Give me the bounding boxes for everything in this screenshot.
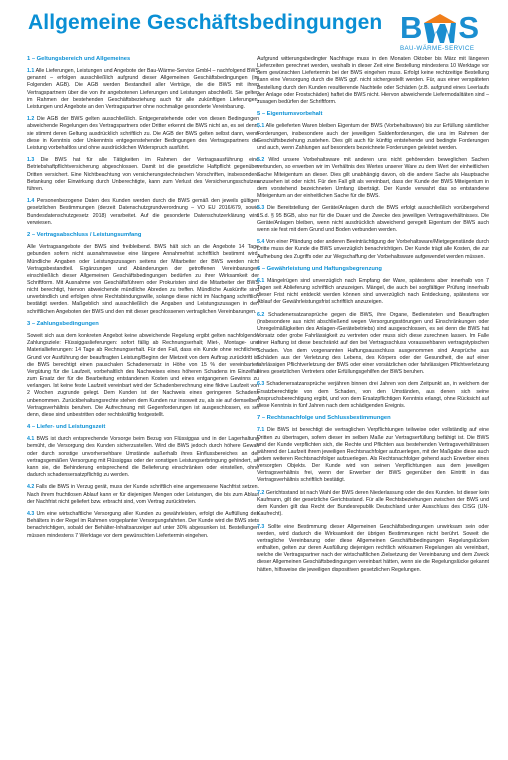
clause-7-1 — [257, 427, 489, 484]
clause-number: 4.2 — [27, 484, 35, 491]
clause-text: Die AGB der BWS gelten ausschließlich. Entgegenstehende oder von diesen Bedingungen abweichende Regelungen des Vertragspartners oder Dritter erkennt die BWS nicht an, es sei denn, sie stimmt deren Geltung ausdrücklich schriftlich zu. Die AGB der BWS gelten selbst dann, wenn diese in Kenntnis oder Unkenntnis entgegenstehender Bedingungen des Vertragspartners die Leistung vorbehaltlos und ohne ausdrücklichen Widerspruch ausführt. — [27, 116, 259, 151]
clause-number: 7.3 — [257, 523, 265, 530]
page-title: Allgemeine Geschäftsbedingungen — [28, 11, 383, 34]
clause-number: 5.4 — [257, 239, 265, 246]
clause-number: 4.3 — [27, 511, 35, 518]
clause-7-3 — [257, 524, 489, 574]
clause-5-4 — [257, 239, 489, 260]
clause-6-1 — [257, 278, 489, 307]
clause-number: 7.2 — [257, 489, 265, 496]
clause-text: Die BWS ist berechtigt die vertraglichen Verpflichtungen teilweise oder vollständig auf eine Dritten zu übertragen, sofern dieser im selben Maße zur Vertragserfüllung befähigt ist. Die BWS und der Kunde verpflichten sich, die Rechte und Pflichten aus bestehenden Vertragsverhältnissen während der Laufzeit ihrem jeweiligen Rechtsnachfolger aufzuerlegen, mit der Maßgabe diese auch jedem weiteren Rechtsnachfolger aufzuerlegen. Als Rechtsnachfolger gehend auch Erwerber eines versorgten Objekts. Der Kunde wird von seinen Verpflichtungen aus dem jeweiligen Vertragsverhältnis frei, wenn der Erwerber der BWS gegenüber den Eintritt in das Vertragsverhältnis schriftlich bestätigt. — [257, 427, 489, 484]
logo-letter-b: B — [400, 10, 423, 45]
clause-number: 6.1 — [257, 278, 265, 284]
clause-text: Alle gelieferten Waren bleiben Eigentum der BWS (Vorbehaltsware) bis zur Erfüllung sämtlicher Forderungen, insbesondere auch der jeweiligen Saldenforderungen, die uns im Rahmen der Geschäftsbeziehung zustehen. Dies gilt auch für künftig entstehende und bedingte Forderungen und auch, wenn Zahlungen auf besonders bezeichnete Forderungen geleistet werden. — [257, 123, 490, 151]
clause-number: 6.3 — [257, 381, 265, 388]
clause-number: 5.1 — [257, 123, 265, 130]
left-column — [27, 56, 259, 545]
section-heading-3: 3 – Zahlungsbedingungen — [27, 320, 99, 327]
clause-1-2 — [27, 116, 259, 152]
clause-6-2 — [257, 312, 489, 376]
section-heading-7: 7 – Rechtsnachfolge und Schlussbestimmungen — [257, 415, 391, 422]
clause-text: Von einer Pfändung oder anderen Beeinträchtigung der Vorbehaltsware/Mietgegenstände durch Dritte muss der Kunde die BWS unverzüglich benachrichtigen. Der Kunde trägt alle Kosten, die zur Aufhebung des Zugriffs oder zur Wegschaffung der Vorbehaltsware aufgewendet werden müssen. — [257, 239, 490, 260]
clause-2: Alle Vertragsangebote der BWS sind freibleibend. BWS hält sich an die Angebote 14 Tage gebunden sofern nicht ausnahmsweise eine längere Annahmefrist schriftlich bestimmt wird. Mündliche Angaben oder Leistungszusagen seitens der Mitarbeiter der BWS werden nicht Vertragsbestandteil. Ergänzungen und Abänderungen der getroffenen Vereinbarungen einschließlich dieser Allgemeinen Geschäftsbedingungen bedürfen zu ihrer Wirksamkeit der Schriftform. Mit Ausnahme von Geschäftsführern oder Prokuristen sind die Mitarbeiter der BWS nicht berechtigt, hiervon abweichende mündliche Abreden zu treffen. Mündliche Auskünfte sind unverbindlich und erfolgen ohne Rechtsbindungswille, solange diese nicht im Nachgang schriftlich bestätigt werden. Maßgeblich sind ausschließlich die Angaben und Leistungszusagen in den schriftlichen Angeboten der BWS und den mit dieser geschlossenen vertraglichen Vereinbarungen. — [27, 244, 259, 315]
right-column — [257, 56, 489, 579]
clause-number: 1.1 — [27, 68, 35, 75]
clause-text: Personenbezogene Daten des Kunden werden durch die BWS gemäß den jeweils gültigen gesetzlichen Bestimmungen (derzeit Datenschutzgrundverordnung – VO EU 2016/679, sowie Bundesdatenschutzgesetz 2018) verarbeitet. Auf die gesonderte Datenschutzerklärung wird verwiesen. — [27, 198, 260, 226]
clause-1-1 — [27, 68, 259, 111]
clause-number: 6.2 — [257, 311, 265, 318]
clause-5-2 — [257, 157, 489, 200]
clause-number: 5.2 — [257, 157, 265, 164]
section-heading-6: 6 – Gewährleistung und Haftungsbegrenzung — [257, 265, 382, 272]
section-heading-1: 1 – Geltungsbereich und Allgemeines — [27, 56, 131, 62]
bws-logo — [400, 10, 500, 52]
clause-5-1 — [257, 123, 489, 152]
logo-wordmark — [400, 10, 500, 45]
clause-5-3 — [257, 205, 489, 234]
section-heading-5: 5 – Eigentumsvorbehalt — [257, 111, 323, 118]
clause-text: BWS ist durch entsprechende Vorsorge beim Bezug von Flüssiggas und in der Lagerhaltung bemüht, die Versorgung des Kunden sicherzustellen. Wird die BWS jedoch durch höhere Gewalt oder durch sonstige unvorhersehbare Umstände außerhalb ihres Einflussbereiches an der vertragsgemäßen Versorgung mit Flüssiggas oder der sonstigen Leistungserbringung gehindert, so kann sie, die Behinderung entsprechend die Belieferung einschränken oder einstellen, ohne dadurch schadensersatzpflichtig zu werden. — [27, 436, 259, 479]
clause-number: 5.3 — [257, 205, 265, 212]
clause-number: 1.2 — [27, 116, 35, 123]
clause-number: 1.3 — [27, 157, 35, 164]
clause-number: 7.1 — [257, 427, 265, 434]
logo-letter-s: S — [458, 10, 480, 45]
clause-text: Die Bereitstellung der Geräte/Anlagen durch die BWS erfolgt ausschließlich vorübergehend i.S.d. § 95 BGB, also nur für die Dauer und die Zwecke des jeweiligen Vertragsverhältnisses. Die Geräte/Anlagen bleiben, wenn nicht ausdrücklich abweichend geregelt Eigentum der BWS auch wenn sie fest mit dem Grund und Boden verbunden werden. — [257, 205, 489, 233]
clause-text: Die BWS hat für alle Tätigkeiten im Rahmen der Vertragsausführung eine Betriebshaftpflichtversicherung abgeschlossen. Damit ist die gesetzliche Haftpflicht gegenüber Dritten versichert. Eine Nichtbeachtung von versicherungstechnischen Vorschriften, insbesondere Betankung oder Einwirkung durch Unberechtigte, kann zum Verlust des Versicherungsschutzes führen. — [27, 157, 260, 192]
clause-text: Um eine wirtschaftliche Versorgung aller Kunden zu gewährleisten, erfolgt die Auffüllung des Behälters in der Regel im Rahmen vorgeplanter Versorgungsfahrten. Der Kunde wird die BWS stets benachrichtigen, sobald der Behälter-Inhaltsanzeiger auf unter 30% abgesunken ist. Bestellungen müssen mindestens 7 Werktage vor dem gewünschten Liefertermin eingehen. — [27, 511, 259, 539]
clause-4-3 — [27, 511, 259, 540]
logo-subtitle: BAU-WÄRME-SERVICE — [400, 45, 475, 52]
clause-1-3 — [27, 157, 259, 193]
clause-3: Soweit sich aus dem konkreten Angebot keine abweichende Regelung ergibt gelten nachfolgende Zahlungsziele: Flüssiggaslieferungen: sofort fällig ab Rechnungserhalt; Miet-, Montage- und Materiallieferungen: 14 Tage ab Rechnungserhalt. Für den Fall, dass ein Kunde ohne rechtlichen Grund vor Ausführung der beauftragten Leistung/Beginn der Mietzeit von dem Auftrag zurücktritt ist die BWS berechtigt einen pauschalen Schadenersatz in Höhe von 15 % der vereinbarten Vergütung für die Laufzeit, vorbehaltlich des Nachweises eines höheren Schadens im Einzelfall zum Ersatz der für die Bearbeitung entstandenen Kosten und eines entgangenen Gewinns zu verlangen. Ist keine feste Laufzeit vereinbart wird der Schadenberechnung eine fiktive Laufzeit von 2 Wochen zugrunde gelegt. Dem Kunden ist der Nachweis eines geringeren Schadens unbenommen. Zurückbehaltungsrechte stehen dem Kunden nur insoweit zu, als sie auf demselben Vertragsverhältnis beruhen. Die Aufrechnung mit Gegenforderungen ist ausgeschlossen, es sei denn, diese sind unbestritten oder rechtskräftig festgestellt. — [27, 333, 259, 418]
clause-text: Alle Lieferungen, Leistungen und Angebote der Bau-Wärme-Service GmbH – nachfolgend BWS genannt – erfolgen ausschließlich aufgrund dieser Allgemeinen Geschäftsbedingungen (im Folgenden AGB). Die AGB werden Bestandteil aller Verträge, die die BWS mit ihren Vertragspartnern über die von ihr angebotenen Lieferungen und Leistungen abschließt. Sie gelten im Rahmen der bestehenden Geschäftsbeziehung auch für alle zukünftigen Lieferungen, Leistungen und Angebote an den Vertragspartner ohne nochmalige gesonderte Vereinbarung. — [27, 68, 260, 110]
clause-text: Falls die BWS in Verzug gerät, muss der Kunde schriftlich eine angemessene Nachfrist setzen. Nach ihrem fruchtlosen Ablauf kann er für diejenigen Mengen oder Leistungen, die bis zum Ablauf der Nachfrist nicht geliefert bzw. erbracht sind, vom Vertrag zurücktreten. — [27, 484, 259, 505]
clause-4-1 — [27, 436, 259, 479]
clause-number: 4.1 — [27, 436, 35, 443]
clause-text: Schadenersatzansprüche gegen die BWS, ihre Organe, Bediensteten und Beauftragten (insbesondere aus nicht abschließend wegen Versorgungsstörungen und Einschränkungen oder Unregelmäßigkeiten des Anlagen-/Gerätebetriebs) sind ausgeschlossen, es sei denn die BWS hat Vorsatz oder grobe Fahrlässigkeit zu vertreten oder muss sich diese zurechnen lassen. Im Falle einer Haftung ist diese beschränkt auf den bei Vertragsschluss voraussehbaren vertragstypischen Schaden. Von dem vorgenannten Haftungsausschluss ausgenommen sind Ansprüche aus Schäden aus der Verletzung des Lebens, des Körpers oder der Gesundheit, die auf einer fahrlässigen Pflichtverletzung der BWS oder einer vorsätzlichen oder fahrlässigen Pflichtverletzung eines gesetzlichen Vertreters oder Erfüllungsgehilfen der BWS beruhen. — [257, 311, 489, 376]
clause-text: Sollte eine Bestimmung dieser Allgemeinen Geschäftsbedingungen unwirksam sein oder werden, wird dadurch die Wirksamkeit der übrigen Bestimmungen nicht berührt. Soweit die vertragliche Vereinbarung oder diese Allgemeinen Geschäftsbedingungen Regelungslücken enthalten, gelten zur deren Ausfüllung diejenigen rechtlich wirksamen Regelungen als vereinbart, welche die Vertragspartner nach der wirtschaftlichen Zielsetzung der Vereinbarung und dem Zweck dieser Allgemeinen Geschäftsbedingungen vereinbart hätten, wenn sie die Regelungslücke gekannt hätten, hilfsweise die jeweiligen dispositiven gesetzlichen Regelungen. — [257, 523, 489, 573]
clause-4-3-continued: Aufgrund witterungsbedingter Nachfrage muss in den Monaten Oktober bis März mit längeren Lieferzeiten gerechnet werden, weshalb in dieser Zeit eine Bestellung mindestens 10 Werktage vor dem gewünschten Liefertermin bei der BWS eingehen muss. Erfolgt keine rechtzeitige Bestellung kann eine Versorgung durch die BWS ggf. nicht sichergestellt werden. Für, aus einer verspäteten Bestellung durch den Kunden resultierende Nachteile oder Schäden (z.B. aufgrund eines Leerlaufs der Anlage oder Frostschäden) haftet die BWS nicht. Hiervon abweichende Liefermodalitäten sind – zusagen bedürfen der Schriftform. — [257, 56, 489, 105]
section-heading-4: 4 – Liefer- und Leistungszeit — [27, 424, 106, 431]
clause-1-4 — [27, 198, 259, 227]
section-heading-2: 2 – Vertragsabschluss / Leistungsumfang — [27, 232, 142, 239]
clause-text: Schadenersatzansprüche verjähren binnen drei Jahren von dem Zeitpunkt an, in welchem der Ersatzberechtigte von dem Schaden, von den Umständen, aus denen sich seine Anspruchsberechtigung ergibt, und von dem Ersatzpflichtigen Kenntnis erlangt, ohne Rücksicht auf diese Kenntnis in fünf Jahren nach dem schädigenden Ereignis. — [257, 381, 489, 409]
clause-text: Mängelrügen sind unverzüglich nach Empfang der Ware, spätestens aber innerhalb von 7 Tagen seit Ablieferung schriftlich anzuzeigen. Mängel, die auch bei sorgfältiger Prüfung innerhalb dieser Frist nicht entdeckt werden können sind unverzüglich nach Entdeckung, spätestens vor Ablauf der Gewährleistungsfrist schriftlich anzuzeigen. — [257, 278, 489, 306]
clause-text: Gerichtsstand ist nach Wahl der BWS deren Niederlassung oder die des Kunden. Ist dieser kein Kaufmann, gilt der gesetzliche Gerichtsstand. Für alle Rechtsbeziehungen zwischen der BWS und dem Kunden gilt das Recht der Bundesrepublik Deutschland unter Ausschluss des CISG (UN-Kaufrecht). — [257, 489, 489, 518]
clause-number: 1.4 — [27, 198, 35, 205]
clause-4-2 — [27, 484, 259, 505]
logo-house-w-icon — [423, 13, 457, 43]
clause-6-3 — [257, 381, 489, 410]
clause-text: Wird unsere Vorbehaltsware mit anderen uns nicht gehörenden beweglichen Sachen verbunden, so erwerben wir im Verhältnis des Wertes unserer Ware zu dem Wert der einheitlichen Sache Miteigentum an dieser. Dies gilt unabhängig davon, ob die andere Sache als Hauptsache anzusehen ist oder nicht. Für den Fall gilt als vereinbart, dass der Kunde der BWS Miteigentum in dem vorstehend bezeichneten Umfang überträgt. Der Kunde verwahrt das so entstandene Miteigentum an der einheitlichen Sache für die BWS. — [257, 157, 490, 200]
clause-7-2 — [257, 490, 489, 519]
